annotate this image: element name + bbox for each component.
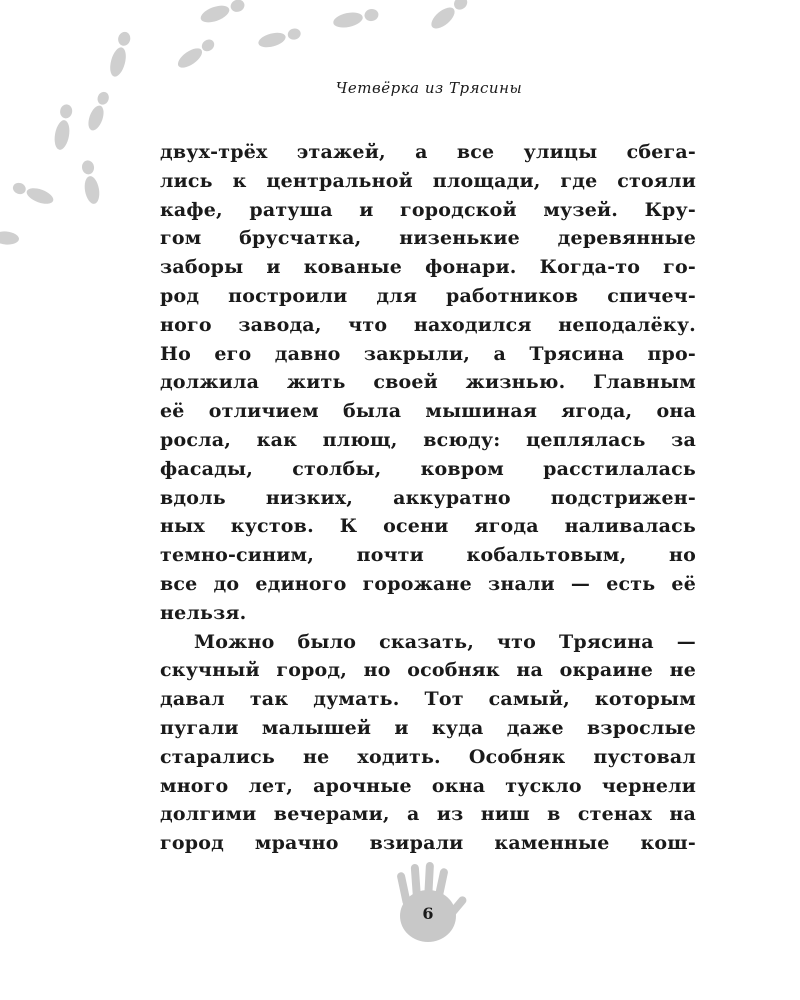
text-line: её отличием была мышиная ягода, она (160, 400, 696, 423)
text-line: кафе, ратуша и городской музей. Кру- (160, 198, 696, 221)
text-line: двух-трёх этажей, а все улицы сбега- (160, 141, 696, 163)
text-line: должила жить своей жизнью. Главным (160, 371, 696, 394)
paragraph (160, 138, 696, 628)
text-line: род построили для работников спичеч- (160, 284, 696, 307)
text-line: росла, как плющ, всюду: цеплялась за (160, 428, 696, 451)
paragraph (160, 628, 696, 858)
text-line: фасады, столбы, ковром расстилалась (160, 457, 696, 480)
running-title: Четвёрка из Трясины (335, 79, 523, 97)
text-line: много лет, арочные окна тускло чернели (160, 774, 696, 797)
text-line: лись к центральной площади, где стояли (160, 169, 696, 192)
text-line: гом брусчатка, низенькие деревянные (160, 227, 696, 250)
text-line: давал так думать. Тот самый, которым (160, 688, 696, 711)
text-line: заборы и кованые фонари. Когда-то го- (160, 256, 696, 279)
page-footer (380, 860, 476, 960)
text-line: город мрачно взирали каменные кош- (160, 832, 696, 855)
text-line: старались не ходить. Особняк пустовал (160, 745, 696, 768)
text-line: темно-синим, почти кобальтовым, но (160, 544, 696, 567)
text-line: Можно было сказать, что Трясина — (194, 630, 696, 653)
text-line: пугали малышей и куда даже взрослые (160, 716, 696, 739)
text-line: ных кустов. К осени ягода наливалась (160, 515, 696, 538)
body-text (160, 138, 696, 858)
text-line: вдоль низких, аккуратно подстрижен- (160, 486, 696, 509)
page-number: 6 (422, 904, 434, 923)
text-line: все до единого горожане знали — есть её (160, 572, 696, 595)
text-line: Но его давно закрыли, а Трясина про- (160, 342, 696, 365)
text-line: долгими вечерами, а из ниш в стенах на (160, 803, 696, 826)
text-line: ного завода, что находился неподалёку. (160, 313, 696, 336)
text-line: скучный город, но особняк на окраине не (160, 659, 696, 682)
text-line: нельзя. (160, 601, 247, 624)
